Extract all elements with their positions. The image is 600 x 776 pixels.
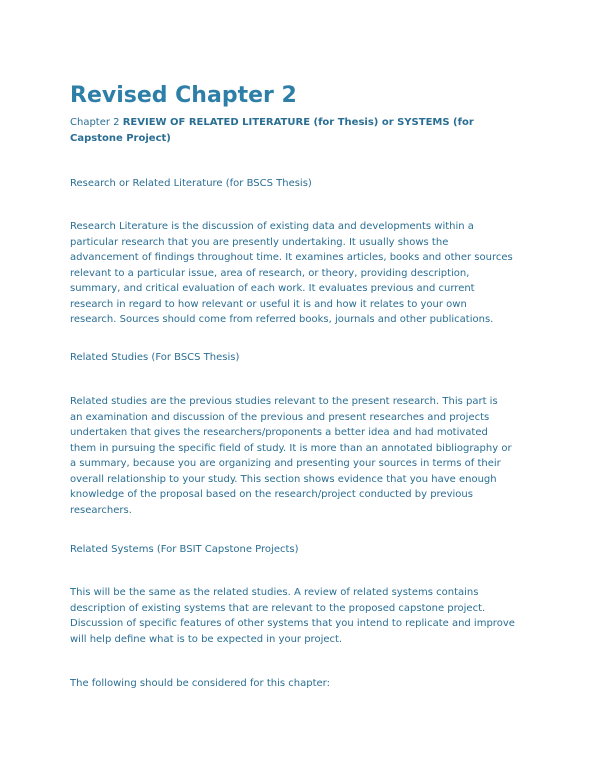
body-line: Related studies are the previous studies relevant to the present research. This part is	[70, 396, 498, 407]
closing-line: The following should be considered for this chapter:	[70, 678, 330, 689]
page-title: Revised Chapter 2	[70, 83, 297, 108]
section-heading-systems: Related Systems (For BSIT Capstone Projects)	[70, 544, 299, 555]
body-line: summary, and critical evaluation of each work. It evaluates previous and current	[70, 283, 475, 294]
body-line: Research Literature is the discussion of existing data and developments within a	[70, 221, 474, 232]
section-body-studies	[70, 394, 530, 518]
section-heading-studies: Related Studies (For BSCS Thesis)	[70, 352, 240, 363]
body-line: overall relationship to your study. This section shows evidence that you have enough	[70, 473, 497, 485]
body-line: knowledge of the proposal based on the research/project conducted by previous	[70, 489, 473, 500]
chapter-prefix: Chapter 2	[70, 117, 123, 128]
body-line: particular research that you are presently undertaking. It usually shows the	[70, 236, 449, 248]
body-line: research. Sources should come from referred books, journals and other publications.	[70, 314, 494, 325]
body-line: them in pursuing the specific field of study. It is more than an annotated bibliography or	[70, 442, 512, 454]
body-line: advancement of findings throughout time. It examines articles, books and other sources	[70, 252, 513, 263]
chapter-subtitle-line-1	[70, 115, 530, 131]
section-heading-literature: Research or Related Literature (for BSCS Thesis)	[70, 178, 312, 189]
body-line: will help define what is to be expected in your project.	[70, 633, 343, 645]
section-body-literature	[70, 219, 530, 328]
body-line: relevant to a particular issue, area of research, or theory, providing description,	[70, 267, 470, 279]
body-line: research in regard to how relevant or useful it is and how it relates to your own	[70, 298, 467, 310]
body-line: researchers.	[70, 504, 132, 516]
chapter-bold-title-2: Capstone Project)	[70, 132, 171, 144]
body-line: This will be the same as the related studies. A review of related systems contains	[70, 587, 479, 598]
section-body-systems	[70, 585, 530, 647]
body-line: undertaken that gives the researchers/proponents a better idea and had motivated	[70, 427, 488, 438]
chapter-bold-title-1: REVIEW OF RELATED LITERATURE (for Thesis) or SYSTEMS (for	[122, 117, 474, 128]
chapter-subtitle	[70, 115, 530, 146]
body-line: a summary, because you are organizing and presenting your sources in terms of their	[70, 458, 501, 469]
body-line: an examination and discussion of the previous and present researches and projects	[70, 411, 490, 423]
body-line: Discussion of specific features of other systems that you intend to replicate and improve	[70, 618, 515, 629]
body-line: description of existing systems that are relevant to the proposed capstone project.	[70, 602, 486, 614]
